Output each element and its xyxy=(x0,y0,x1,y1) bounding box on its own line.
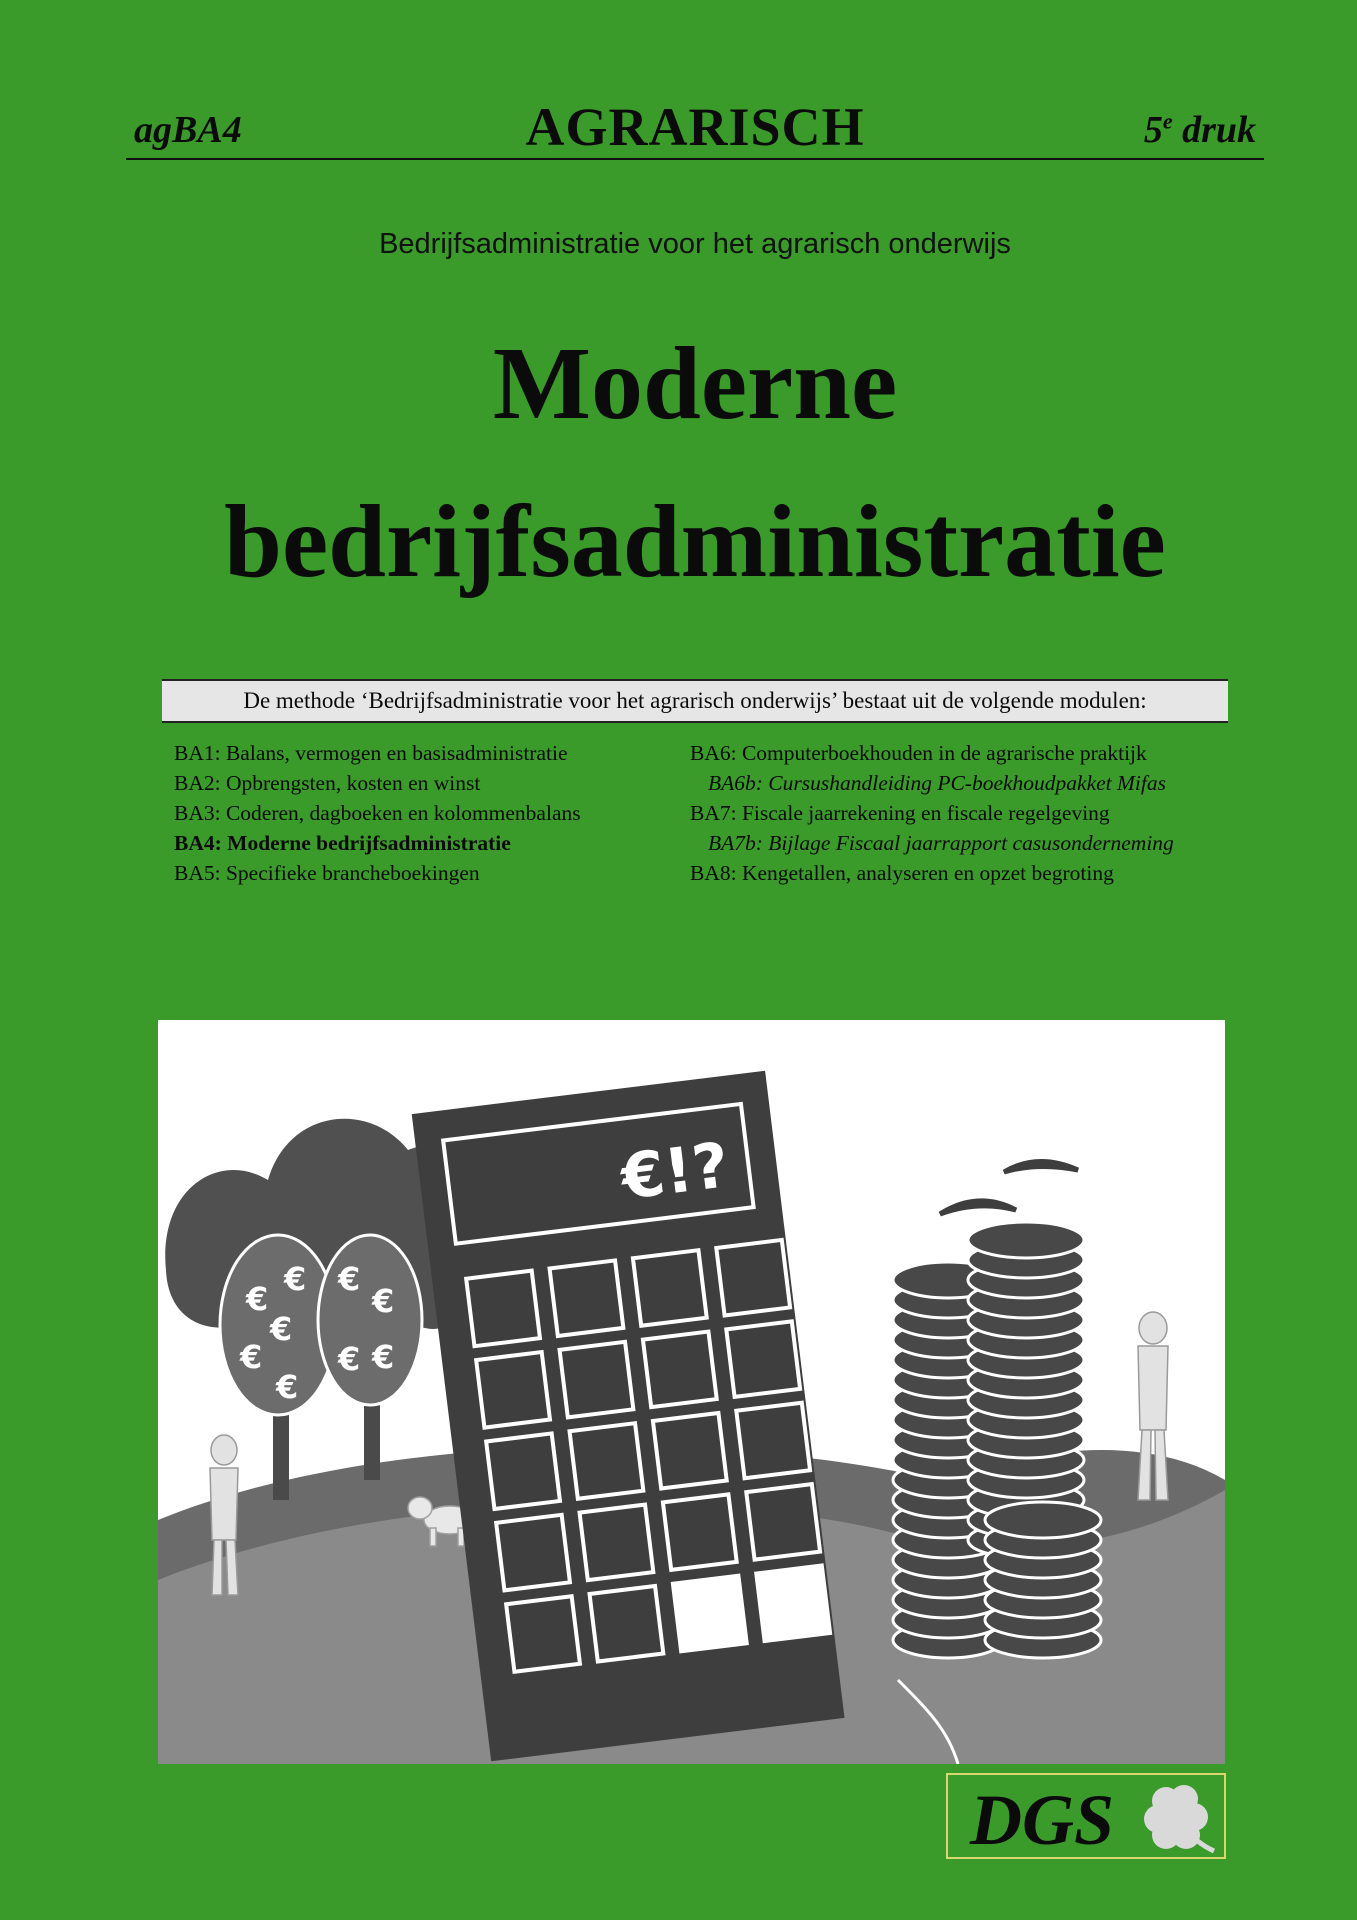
euro-icon: € xyxy=(372,1282,395,1320)
euro-icon: € xyxy=(338,1340,361,1378)
euro-icon: € xyxy=(284,1260,307,1298)
bird-icon xyxy=(1004,1161,1078,1172)
module-subitem: BA7b: Bijlage Fiscaal jaarrapport casusonderneming xyxy=(708,831,1174,855)
cover-header xyxy=(126,96,1264,160)
cover-illustration xyxy=(158,1020,1225,1764)
money-tree-crown xyxy=(318,1235,422,1405)
module-item: BA2: Opbrengsten, kosten en winst xyxy=(174,771,481,795)
module-item-current: BA4: Moderne bedrijfsadministratie xyxy=(174,831,511,855)
publisher-logo xyxy=(946,1773,1226,1859)
modules-left-column xyxy=(174,738,581,888)
module-item: BA5: Specifieke brancheboekingen xyxy=(174,861,480,885)
series-title: AGRARISCH xyxy=(525,97,865,157)
publisher-logo-text: DGS xyxy=(970,1780,1115,1860)
euro-icon: € xyxy=(338,1260,361,1298)
bird-icon xyxy=(940,1201,1016,1214)
edition-number: 5 xyxy=(1143,109,1163,151)
module-item: BA8: Kengetallen, analyseren en opzet begroting xyxy=(690,861,1114,885)
coin-stack xyxy=(985,1502,1101,1658)
euro-icon: € xyxy=(372,1338,395,1376)
module-subitem: BA6b: Cursushandleiding PC-boekhoudpakket Mifas xyxy=(708,771,1166,795)
calculator-display-text: €!? xyxy=(617,1128,733,1214)
illustration-svg xyxy=(158,1020,1225,1764)
module-item: BA7: Fiscale jaarrekening en fiscale regelgeving xyxy=(690,801,1110,825)
euro-icon: € xyxy=(276,1368,299,1406)
modules-right-column xyxy=(690,738,1174,888)
euro-icon: € xyxy=(270,1310,293,1348)
title-line-1: Moderne xyxy=(492,326,898,441)
cover-subtitle: Bedrijfsadministratie voor het agrarisch onderwijs xyxy=(379,228,1011,260)
clover-icon xyxy=(1136,1781,1222,1857)
edition-word: druk xyxy=(1172,109,1256,151)
module-item: BA1: Balans, vermogen en basisadministratie xyxy=(174,741,568,765)
series-code: agBA4 xyxy=(134,109,242,151)
method-intro-bar: De methode ‘Bedrijfsadministratie voor het agrarisch onderwijs’ bestaat uit de volgende modulen: xyxy=(162,679,1228,723)
title-line-2: bedrijfsadministratie xyxy=(224,484,1166,599)
module-item: BA6: Computerboekhouden in de agrarische praktijk xyxy=(690,741,1147,765)
euro-icon: € xyxy=(240,1338,263,1376)
edition-label xyxy=(1144,108,1256,152)
module-item: BA3: Coderen, dagboeken en kolommenbalans xyxy=(174,801,581,825)
edition-sup: e xyxy=(1162,108,1173,134)
euro-icon: € xyxy=(246,1280,269,1318)
